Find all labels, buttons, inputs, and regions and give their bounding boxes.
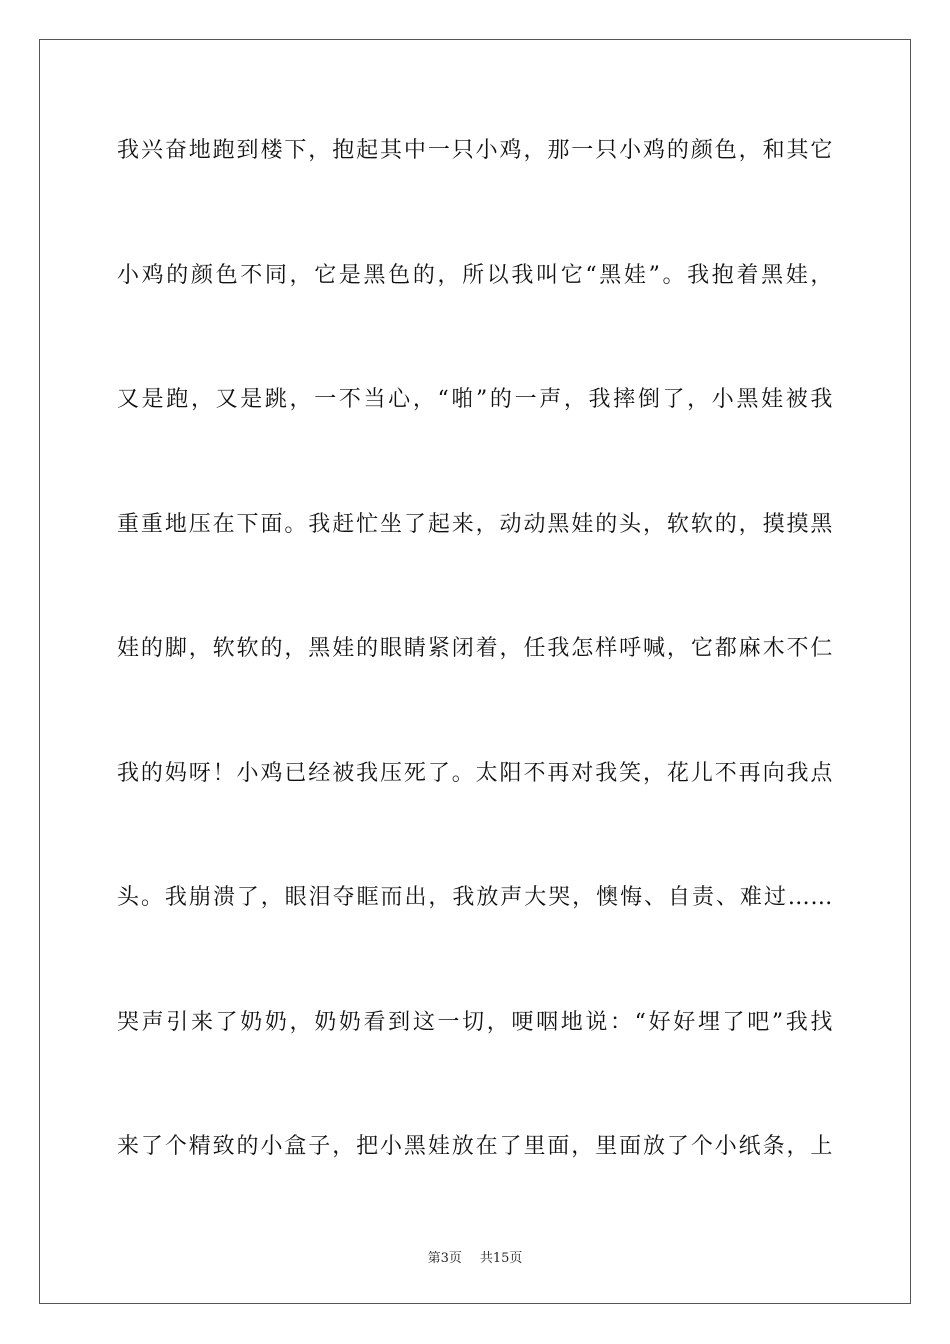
text-line: 我的妈呀！小鸡已经被我压死了。太阳不再对我笑，花儿不再向我点	[117, 760, 833, 786]
text-line: 哭声引来了奶奶，奶奶看到这一切，哽咽地说：“好好埋了吧”我找	[117, 1009, 833, 1035]
document-body	[117, 128, 833, 1249]
page-number: 第3页	[427, 1251, 462, 1266]
text-line: 又是跑，又是跳，一不当心，“啪”的一声，我摔倒了，小黑娃被我	[117, 387, 833, 412]
text-line: 重重地压在下面。我赶忙坐了起来，动动黑娃的头，软软的，摸摸黑	[117, 511, 833, 537]
text-line: 娃的脚，软软的，黑娃的眼睛紧闭着，任我怎样呼喊，它都麻木不仁	[117, 636, 833, 661]
page-footer	[0, 1247, 950, 1266]
text-line: 来了个精致的小盒子，把小黑娃放在了里面，里面放了个小纸条，上	[117, 1134, 833, 1159]
text-line: 头。我崩溃了，眼泪夺眶而出，我放声大哭，懊悔、自责、难过……	[117, 885, 833, 910]
page-total: 共15页	[479, 1251, 523, 1266]
text-line: 我兴奋地跑到楼下，抱起其中一只小鸡，那一只小鸡的颜色，和其它	[117, 138, 833, 163]
text-line: 小鸡的颜色不同，它是黑色的，所以我叫它“黑娃”。我抱着黑娃，	[117, 262, 833, 288]
